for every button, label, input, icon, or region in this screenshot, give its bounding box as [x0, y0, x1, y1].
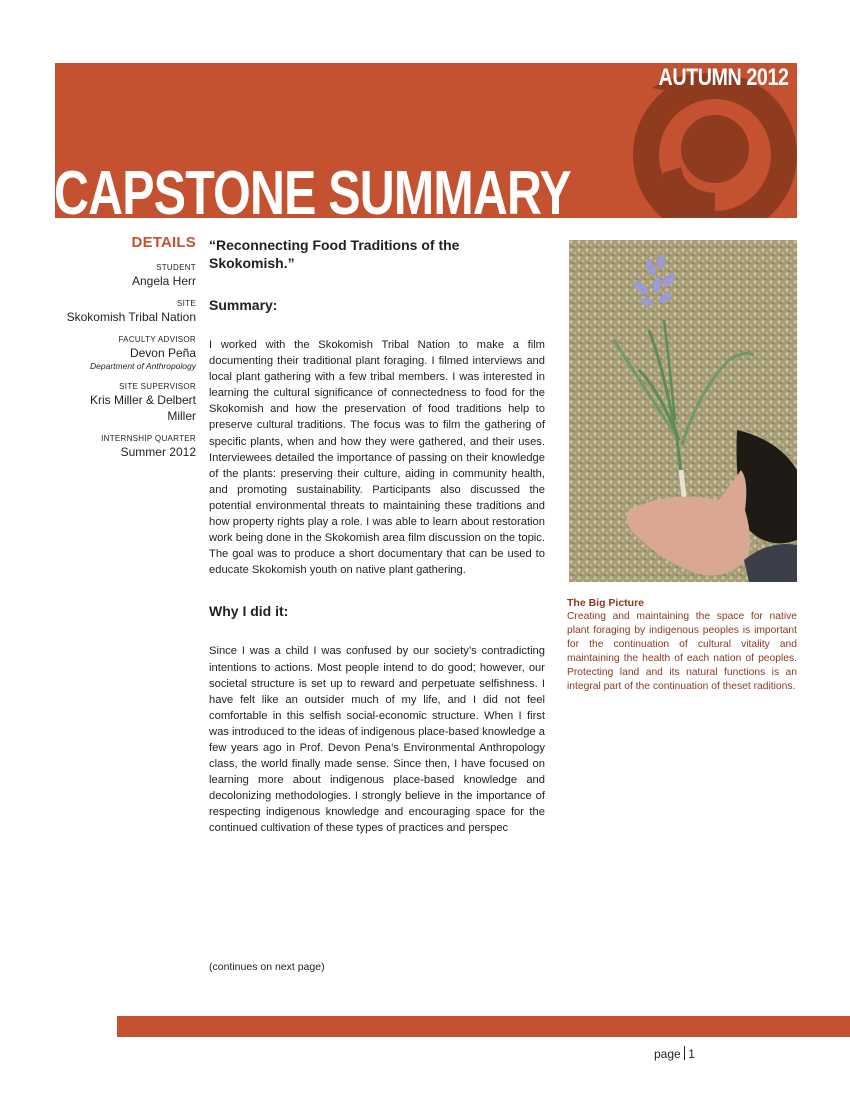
why-paragraph: Since I was a child I was confused by our society’s contradicting intentions to actions. Most people intend to do good; however, our societal structure is set up to reward and perpetuate selfishness. I have felt like an outsider much of my life, and I did not feel comfortable in this selfish social-economic structure. When I first was introduced to the ideas of indigenous place-based knowledge a few years ago in Prof. Devon Pena’s Environmental Anthropology class, the world finally made sense. Since then, I have focused on learning more about indigenous place-based knowledge and decolonizing methodologies. I strongly believe in the importance of respecting indigenous knowledge and encouraging space for the continued cultivation of these types of practices and perspec	[209, 645, 545, 835]
site-label: SITE	[177, 299, 196, 308]
caption-title: The Big Picture	[567, 597, 645, 609]
site-supervisor-label: SITE SUPERVISOR	[119, 382, 196, 391]
why-heading: Why I did it:	[209, 603, 289, 620]
site-supervisor-value: Kris Miller & Delbert Miller	[89, 393, 196, 423]
issue-season: AUTUMN 2012	[658, 64, 789, 91]
summary-heading: Summary:	[209, 297, 278, 313]
faculty-advisor-value: Devon Peña	[129, 346, 196, 360]
caption-text: Creating and maintaining the space for native plant foraging by indigenous peoples is important for the continuation of cultural vitality and maintaining the health of each nation of peoples. Protecting land and its natural functions is an integral part of the continuation of theset raditions.	[567, 611, 797, 693]
student-label: STUDENT	[156, 263, 196, 272]
page-label: page	[654, 1047, 681, 1061]
plant-photo	[569, 240, 797, 582]
student-value: Angela Herr	[131, 274, 196, 288]
details-panel	[60, 234, 196, 460]
page-separator	[684, 1046, 686, 1060]
internship-quarter-value: Summer 2012	[120, 445, 196, 459]
internship-quarter-label: INTERNSHIP QUARTER	[101, 434, 196, 443]
main-content	[209, 236, 545, 973]
page-number-value: 1	[688, 1047, 695, 1061]
faculty-advisor-department: Department of Anthropology	[90, 361, 196, 371]
details-heading: DETAILS	[131, 234, 196, 251]
page-title: CAPSTONE SUMMARY	[54, 159, 571, 228]
summary-paragraph: I worked with the Skokomish Tribal Nation to make a film documenting their traditional plant foraging. I filmed interviews and local plant gathering with a few tribal members. I was interested in learning the cultural significance of connectedness to food for the Skokomish and how the preservation of food traditions help to preserve cultural traditions. The focus was to film the gathering of specific plants, when and how they were gathered, and their uses. Interviewees detailed the importance of passing on their knowledge of the plants: preserving their culture, aiding in community health, and promoting sustainability. Participants also discussed the potential environmental threats to maintaining these traditions and how property rights play a role. I was able to learn about restoration work being done in the Skokomish area film discussion on the topic. The goal was to produce a short documentary that can be used to educate Skokomish youth on native plant gathering.	[209, 339, 545, 577]
continues-note: (continues on next page)	[209, 961, 325, 973]
footer-bar	[117, 1016, 850, 1037]
plant-in-hand-image	[569, 240, 797, 582]
project-title: “Reconnecting Food Traditions of the Skokomish.”	[209, 237, 460, 271]
site-value: Skokomish Tribal Nation	[66, 310, 196, 324]
faculty-advisor-label: FACULTY ADVISOR	[118, 335, 196, 344]
photo-caption	[567, 596, 797, 695]
page-number	[654, 1046, 695, 1061]
